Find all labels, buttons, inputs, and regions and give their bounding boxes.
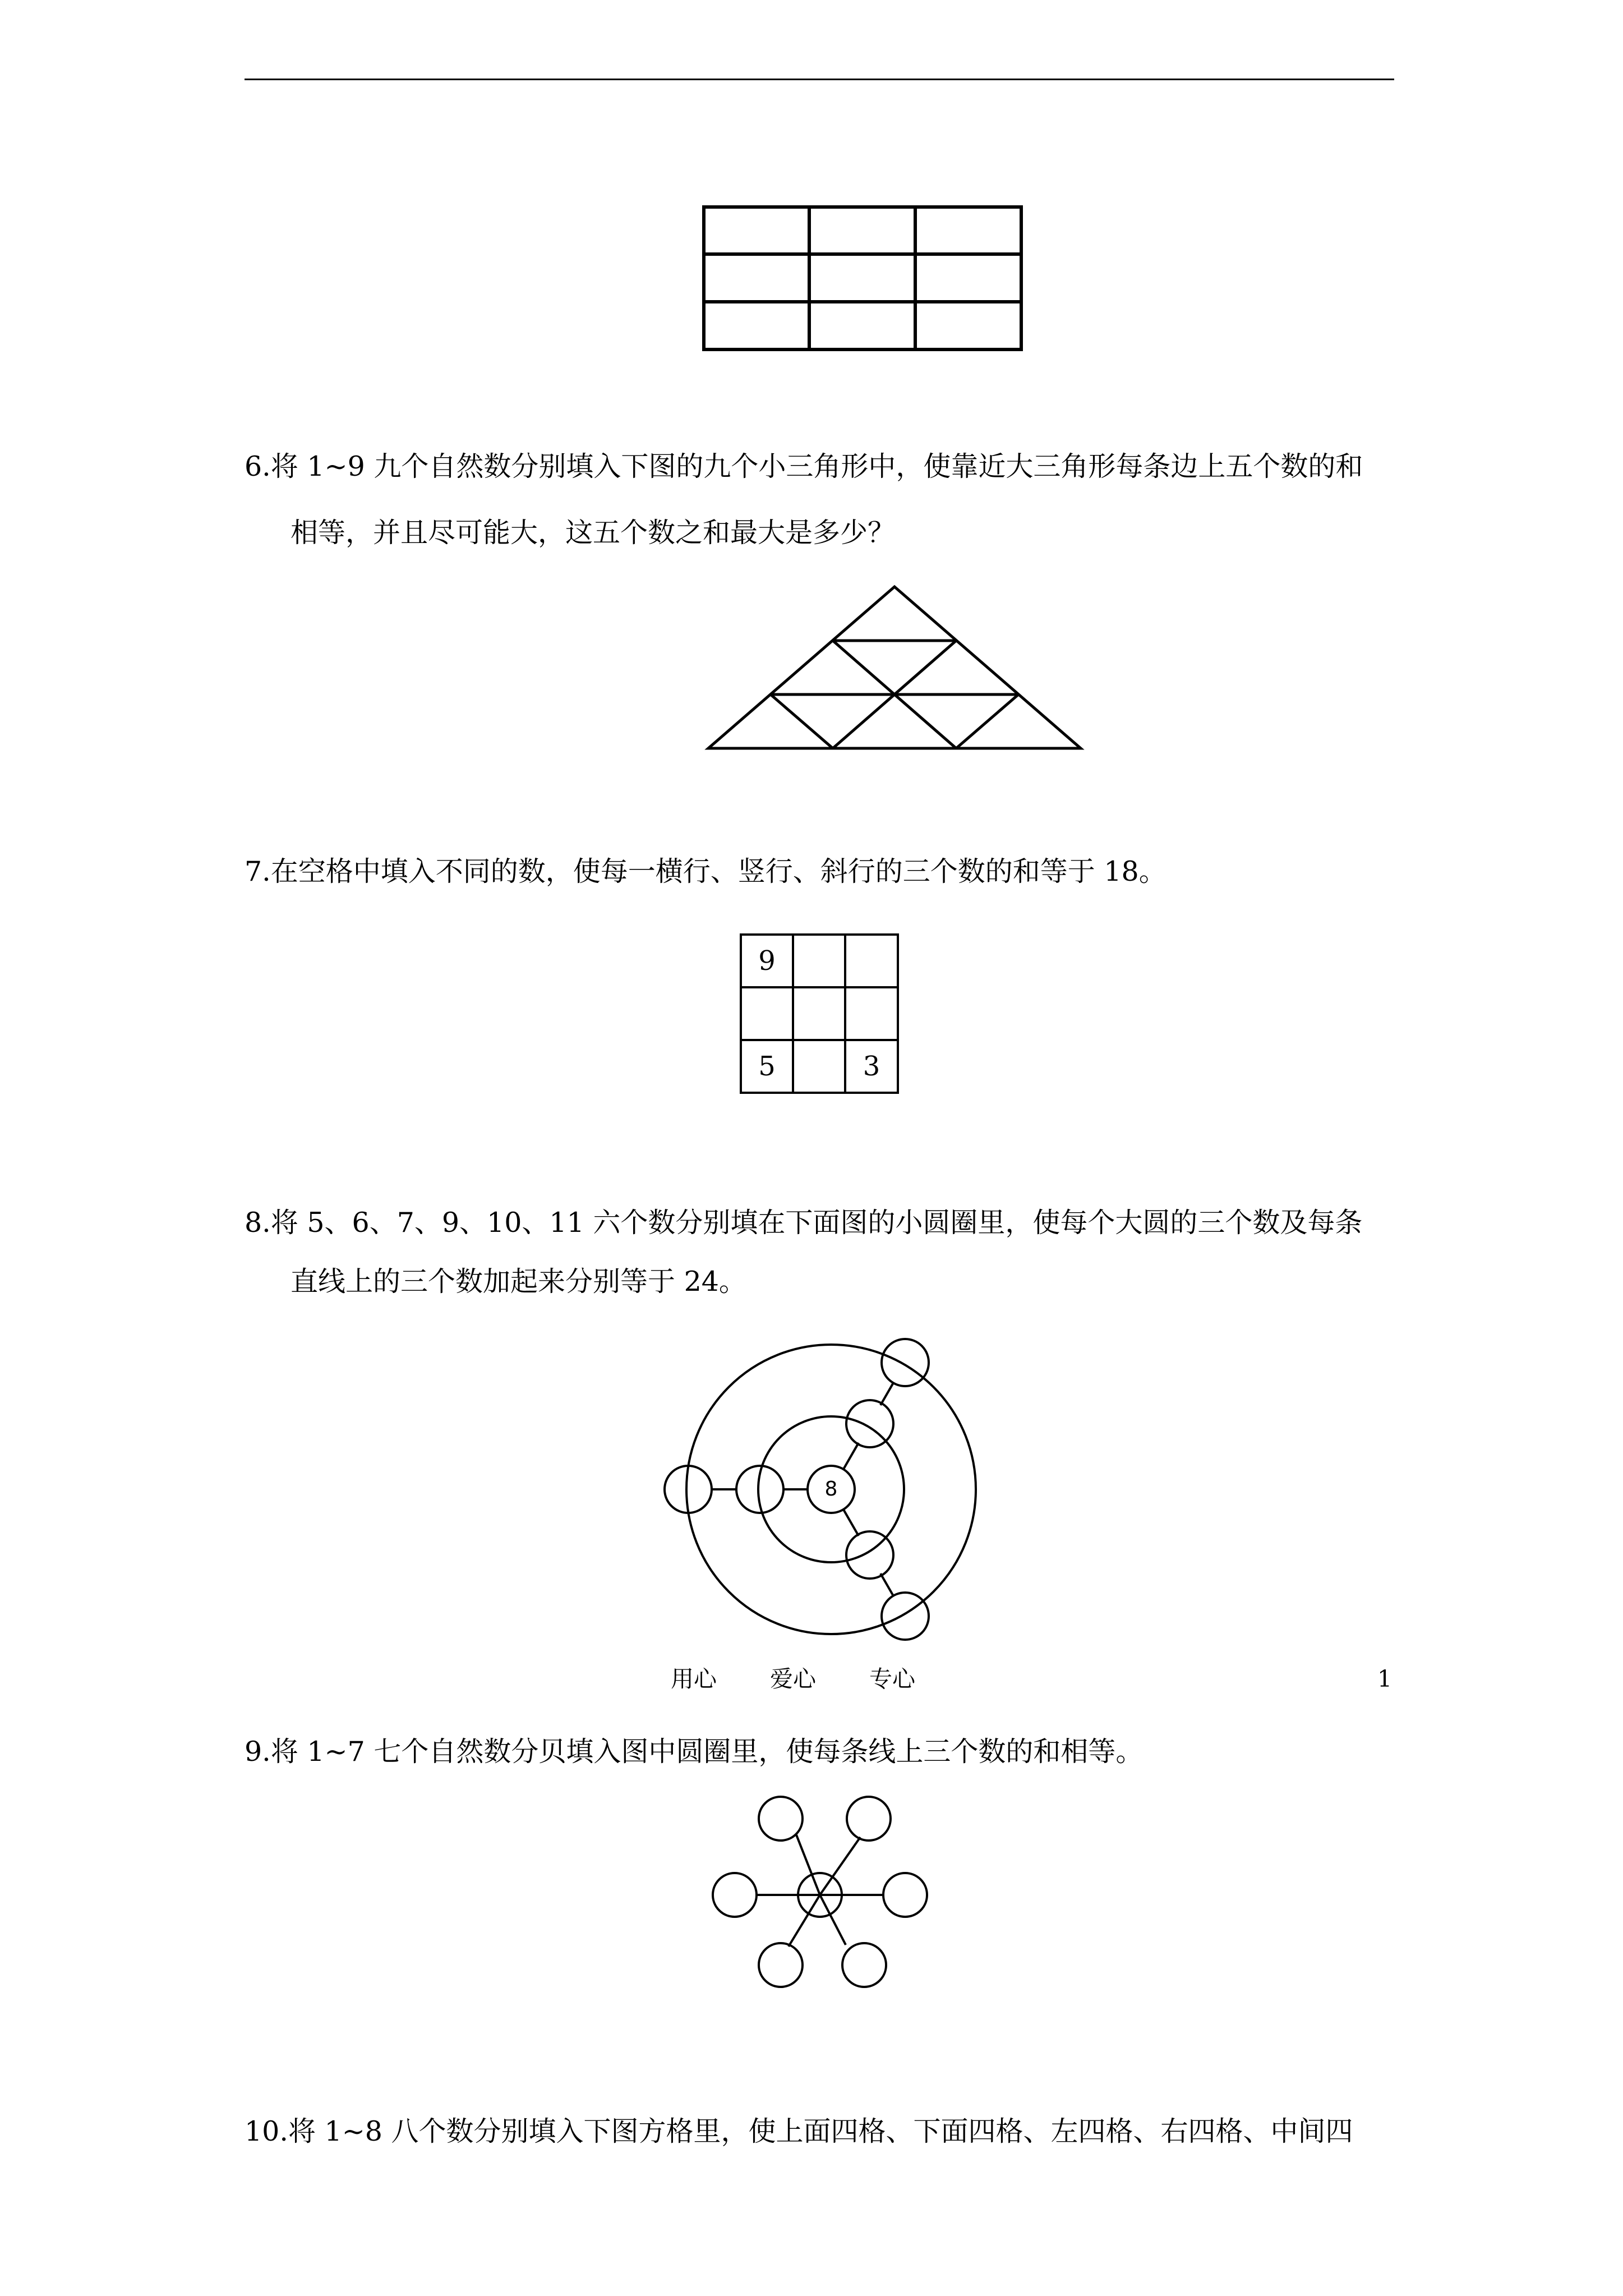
question-10-line-1 xyxy=(245,2115,1353,2148)
magic-cell xyxy=(845,987,898,1040)
question-7-line-1 xyxy=(245,855,1166,889)
page-number: 1 xyxy=(1377,1665,1393,1692)
question-9-number: 9. xyxy=(245,1736,271,1768)
rect-grid-figure xyxy=(704,207,1021,349)
magic-cell: 9 xyxy=(758,945,776,977)
question-6-line-2: 相等，并且尽可能大，这五个数之和最大是多少？ xyxy=(291,517,896,549)
magic-cell xyxy=(793,987,845,1040)
magic-cell: 5 xyxy=(758,1051,776,1082)
question-10-text: 将 1~8 八个数分别填入下图方格里，使上面四格、下面四格、左四格、右四格、中间四 xyxy=(288,2115,1353,2147)
magic-cell xyxy=(793,1040,845,1093)
question-8-line-1 xyxy=(245,1206,1362,1240)
magic-cell: 3 xyxy=(863,1051,880,1082)
footer-middle-text: 爱心 xyxy=(770,1665,816,1692)
star-circles-figure xyxy=(713,1797,927,1987)
question-9-line-1 xyxy=(245,1735,1143,1769)
question-7-number: 7. xyxy=(245,855,271,887)
question-7-text: 在空格中填入不同的数，使每一横行、竖行、斜行的三个数的和等于 18。 xyxy=(270,855,1166,887)
question-8-line-2: 直线上的三个数加起来分别等于 24。 xyxy=(291,1266,746,1297)
question-6-text: 将 1~9 九个自然数分别填入下图的九个小三角形中，使靠近大三角形每条边上五个数的和 xyxy=(270,450,1363,482)
question-6-line-1 xyxy=(245,450,1363,484)
triangle-figure xyxy=(708,587,1081,748)
magic-cell xyxy=(741,987,793,1040)
question-9-text: 将 1~7 七个自然数分贝填入图中圆圈里，使每条线上三个数的和相等。 xyxy=(270,1736,1144,1768)
magic-cell xyxy=(793,935,845,987)
footer-left-text: 用心 xyxy=(671,1665,717,1692)
question-8-number: 8. xyxy=(245,1207,271,1239)
magic-cell xyxy=(845,935,898,987)
center-circle-number: 8 xyxy=(824,1478,838,1501)
question-6-number: 6. xyxy=(245,450,271,482)
question-8-text: 将 5、6、7、9、10、11 六个数分别填在下面图的小圆圈里，使每个大圆的三个数及每条 xyxy=(270,1207,1363,1239)
footer-right-text: 专心 xyxy=(869,1665,915,1692)
question-10-number: 10. xyxy=(245,2115,288,2147)
